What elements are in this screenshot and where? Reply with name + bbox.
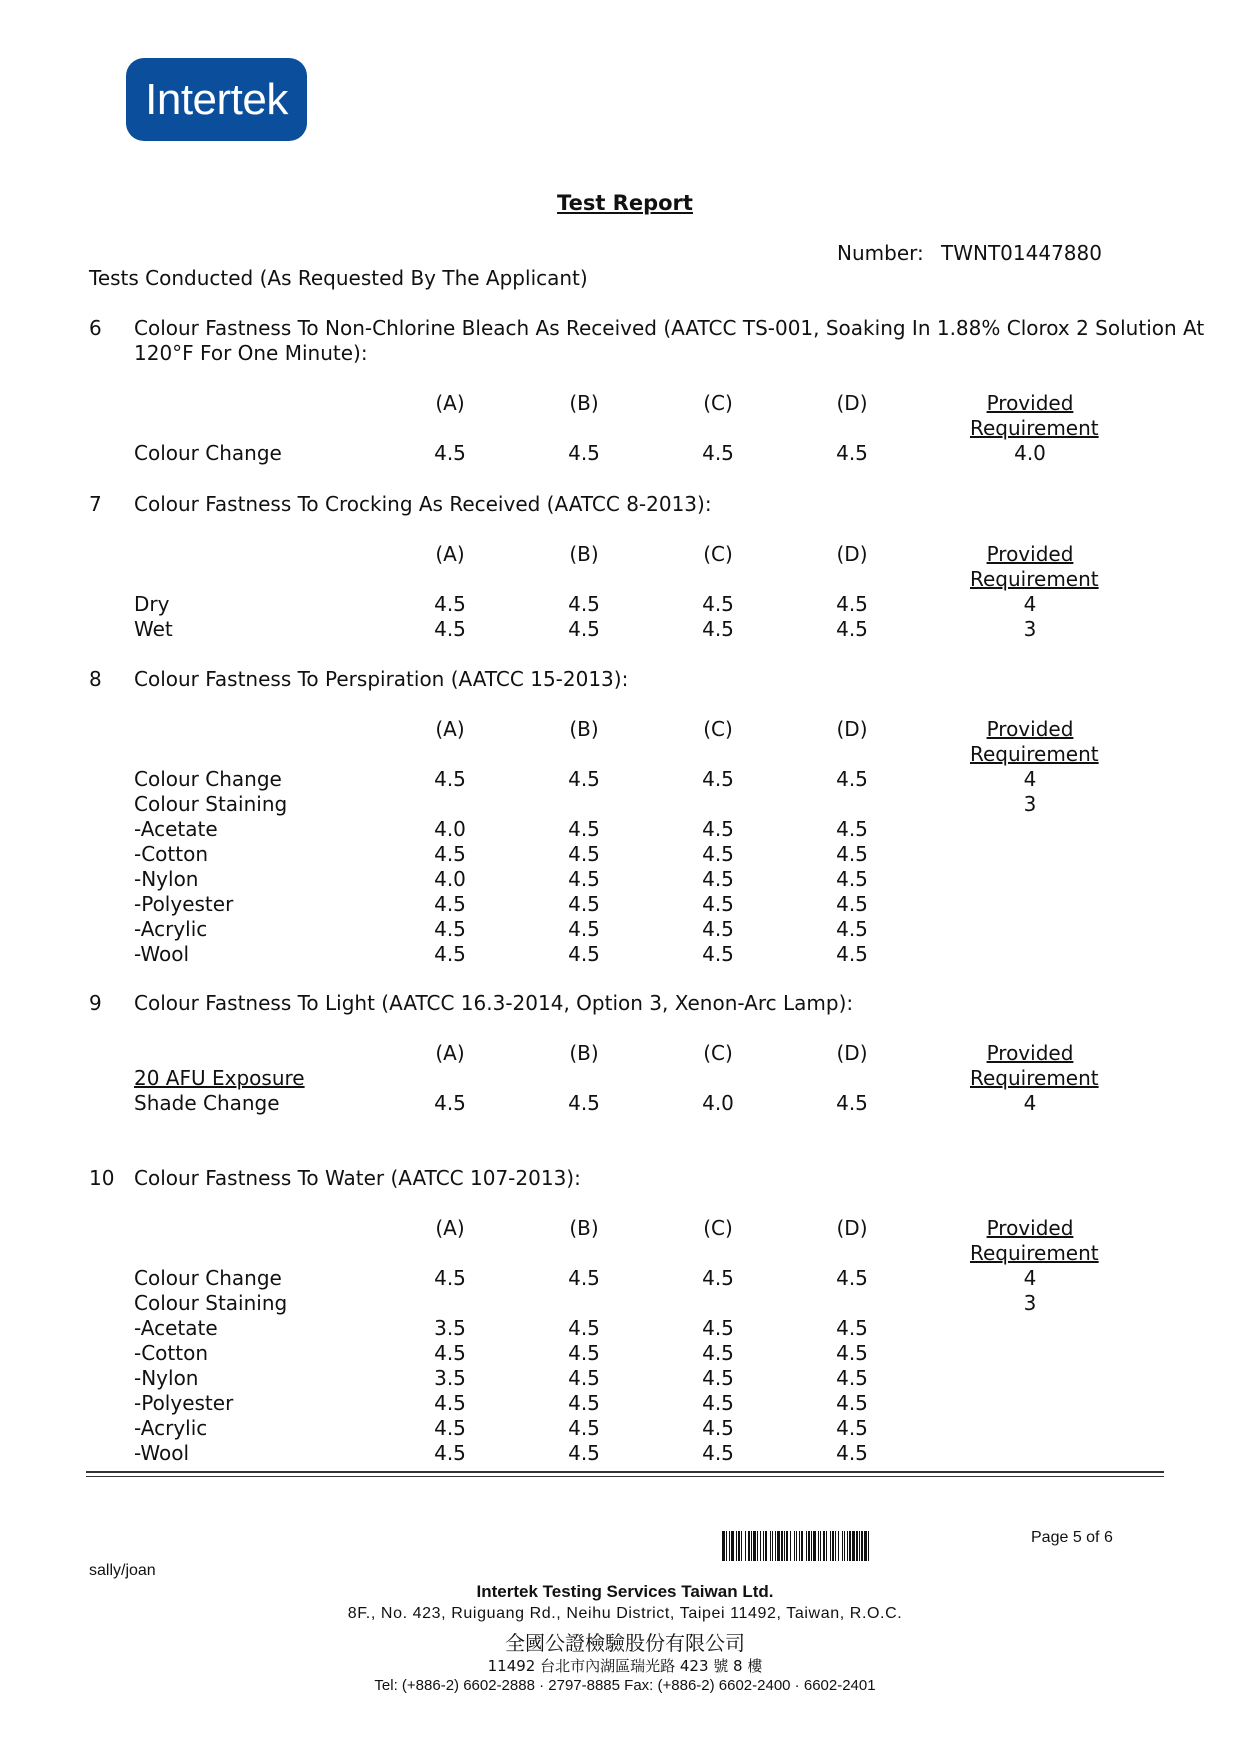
footer-company: Intertek Testing Services Taiwan Ltd. [476,1582,774,1601]
row-value: 4.5 [702,767,734,791]
row-requirement: 3 [1023,1291,1037,1315]
barcode-bar [869,1531,871,1561]
logo-text: Intertek [145,74,288,124]
row-value: 4.5 [702,892,734,916]
section-title-cont: 120°F For One Minute): [134,341,368,365]
column-header: (A) [435,542,465,566]
row-requirement: 4 [1023,1266,1037,1290]
row-label: -Acetate [134,1316,218,1340]
column-header: (B) [569,717,599,741]
row-value: 4.5 [568,817,600,841]
row-value: 3.5 [434,1366,466,1390]
section-number: 10 [89,1166,115,1190]
row-value: 4.5 [434,1391,466,1415]
row-value: 4.5 [836,867,868,891]
row-value: 4.5 [836,1266,868,1290]
row-label: Colour Change [134,441,282,465]
column-header: (C) [703,391,733,415]
row-label: -Wool [134,1441,190,1465]
row-value: 4.5 [434,842,466,866]
row-value: 4.5 [434,441,466,465]
row-value: 4.5 [568,842,600,866]
req-header-requirement: Requirement [970,1066,1099,1090]
row-value: 4.5 [568,1316,600,1340]
column-header: (A) [435,1041,465,1065]
section-number: 8 [89,667,102,691]
row-label: Colour Change [134,767,282,791]
column-header: (A) [435,717,465,741]
row-value: 4.5 [434,1266,466,1290]
row-value: 4.5 [702,1391,734,1415]
row-value: 4.5 [836,817,868,841]
page-number: Page 5 of 6 [1031,1529,1113,1546]
row-value: 4.5 [568,617,600,641]
row-value: 4.5 [836,1391,868,1415]
column-header: (C) [703,542,733,566]
row-value: 4.5 [702,441,734,465]
row-label: -Acetate [134,817,218,841]
row-value: 4.5 [434,592,466,616]
row-value: 4.5 [568,1441,600,1465]
row-value: 4.5 [568,942,600,966]
footer-rule [86,1471,1164,1473]
footer-address: 8F., No. 423, Ruiguang Rd., Neihu District, Taipei 11492, Taiwan, R.O.C. [347,1605,903,1622]
req-header-provided: Provided [986,1216,1074,1240]
column-header: (B) [569,391,599,415]
column-header: (C) [703,1041,733,1065]
row-value: 4.0 [434,817,466,841]
column-header: (D) [836,717,868,741]
column-header: (D) [836,1216,868,1240]
row-value: 4.5 [836,942,868,966]
row-label: -Acrylic [134,917,208,941]
section-title: Colour Fastness To Non-Chlorine Bleach As Received (AATCC TS-001, Soaking In 1.88% Clorox 2 Solution At [134,316,1205,340]
page-title: Test Report [557,191,693,215]
column-header: (D) [836,542,868,566]
section-number: 9 [89,991,102,1015]
row-value: 4.5 [434,1441,466,1465]
row-value: 4.5 [434,1341,466,1365]
row-value: 4.5 [702,817,734,841]
footer-contact: Tel: (+886-2) 6602-2888 · 2797-8885 Fax: (+886-2) 6602-2400 · 6602-2401 [374,1677,876,1694]
row-label: Wet [134,617,173,641]
row-value: 4.5 [836,1091,868,1115]
number-label: Number: [837,241,924,265]
barcode [722,1531,1010,1561]
req-header-requirement: Requirement [970,742,1099,766]
row-value: 4.5 [836,1316,868,1340]
row-value: 4.5 [702,867,734,891]
column-header: (B) [569,1041,599,1065]
row-requirement: 4 [1023,592,1037,616]
column-header: (B) [569,1216,599,1240]
row-label: -Polyester [134,892,234,916]
tests-intro: Tests Conducted (As Requested By The Applicant) [89,266,588,290]
row-value: 4.5 [568,867,600,891]
row-value: 4.5 [568,1266,600,1290]
footer-address-zh: 11492 台北市內湖區瑞光路 423 號 8 樓 [487,1657,763,1675]
row-requirement: 4.0 [1014,441,1046,465]
row-value: 4.5 [702,1441,734,1465]
section-number: 7 [89,492,102,516]
report-number: TWNT01447880 [941,241,1102,265]
column-header: (A) [435,1216,465,1240]
row-value: 4.5 [836,617,868,641]
row-value: 4.5 [568,1391,600,1415]
row-requirement: 3 [1023,617,1037,641]
column-header: (A) [435,391,465,415]
row-value: 4.5 [434,1416,466,1440]
row-value: 4.5 [434,617,466,641]
row-value: 4.0 [702,1091,734,1115]
section-title: Colour Fastness To Perspiration (AATCC 15-2013): [134,667,629,691]
row-value: 4.5 [702,1266,734,1290]
row-value: 4.5 [568,917,600,941]
row-label: -Acrylic [134,1416,208,1440]
row-requirement: 4 [1023,1091,1037,1115]
row-value: 4.5 [836,892,868,916]
row-value: 4.5 [836,1366,868,1390]
section-title: Colour Fastness To Water (AATCC 107-2013): [134,1166,581,1190]
row-value: 4.5 [568,1341,600,1365]
column-header: (D) [836,391,868,415]
row-label: Colour Staining [134,792,288,816]
row-value: 4.5 [568,1091,600,1115]
req-header-requirement: Requirement [970,1241,1099,1265]
row-value: 4.5 [568,1416,600,1440]
row-value: 4.5 [434,1091,466,1115]
row-value: 4.5 [702,1366,734,1390]
req-header-provided: Provided [986,391,1074,415]
section-title: Colour Fastness To Crocking As Received (AATCC 8-2013): [134,492,712,516]
row-value: 4.5 [836,1416,868,1440]
column-header: (C) [703,717,733,741]
footer-company-zh: 全國公證檢驗股份有限公司 [505,1631,745,1655]
row-value: 4.5 [836,1341,868,1365]
req-header-requirement: Requirement [970,567,1099,591]
row-value: 4.5 [836,592,868,616]
req-header-provided: Provided [986,542,1074,566]
row-label: -Nylon [134,1366,199,1390]
row-label: Dry [134,592,170,616]
exposure-subheading: 20 AFU Exposure [134,1066,305,1090]
row-value: 4.5 [568,592,600,616]
row-label: Colour Staining [134,1291,288,1315]
row-value: 4.5 [434,892,466,916]
row-value: 4.5 [836,441,868,465]
row-value: 4.5 [702,842,734,866]
row-value: 4.5 [836,1441,868,1465]
row-label: -Wool [134,942,190,966]
row-value: 4.0 [434,867,466,891]
row-label: Colour Change [134,1266,282,1290]
req-header-requirement: Requirement [970,416,1099,440]
req-header-provided: Provided [986,1041,1074,1065]
row-value: 4.5 [702,617,734,641]
initials: sally/joan [89,1562,156,1579]
row-requirement: 3 [1023,792,1037,816]
row-label: -Cotton [134,842,209,866]
row-value: 4.5 [434,917,466,941]
row-value: 4.5 [702,592,734,616]
row-value: 4.5 [836,842,868,866]
row-value: 4.5 [702,942,734,966]
row-value: 4.5 [434,767,466,791]
footer-rule-thin [86,1476,1164,1477]
row-value: 4.5 [568,767,600,791]
row-value: 4.5 [702,1416,734,1440]
row-value: 4.5 [836,767,868,791]
intertek-logo [126,58,307,141]
row-value: 4.5 [702,1341,734,1365]
row-value: 4.5 [568,892,600,916]
column-header: (C) [703,1216,733,1240]
row-label: -Cotton [134,1341,209,1365]
row-value: 4.5 [836,917,868,941]
row-value: 3.5 [434,1316,466,1340]
section-title: Colour Fastness To Light (AATCC 16.3-2014, Option 3, Xenon-Arc Lamp): [134,991,854,1015]
section-number: 6 [89,316,102,340]
req-header-provided: Provided [986,717,1074,741]
row-value: 4.5 [568,1366,600,1390]
row-value: 4.5 [702,1316,734,1340]
row-label: Shade Change [134,1091,280,1115]
column-header: (B) [569,542,599,566]
column-header: (D) [836,1041,868,1065]
row-value: 4.5 [568,441,600,465]
row-value: 4.5 [702,917,734,941]
row-label: -Polyester [134,1391,234,1415]
row-label: -Nylon [134,867,199,891]
row-value: 4.5 [434,942,466,966]
row-requirement: 4 [1023,767,1037,791]
